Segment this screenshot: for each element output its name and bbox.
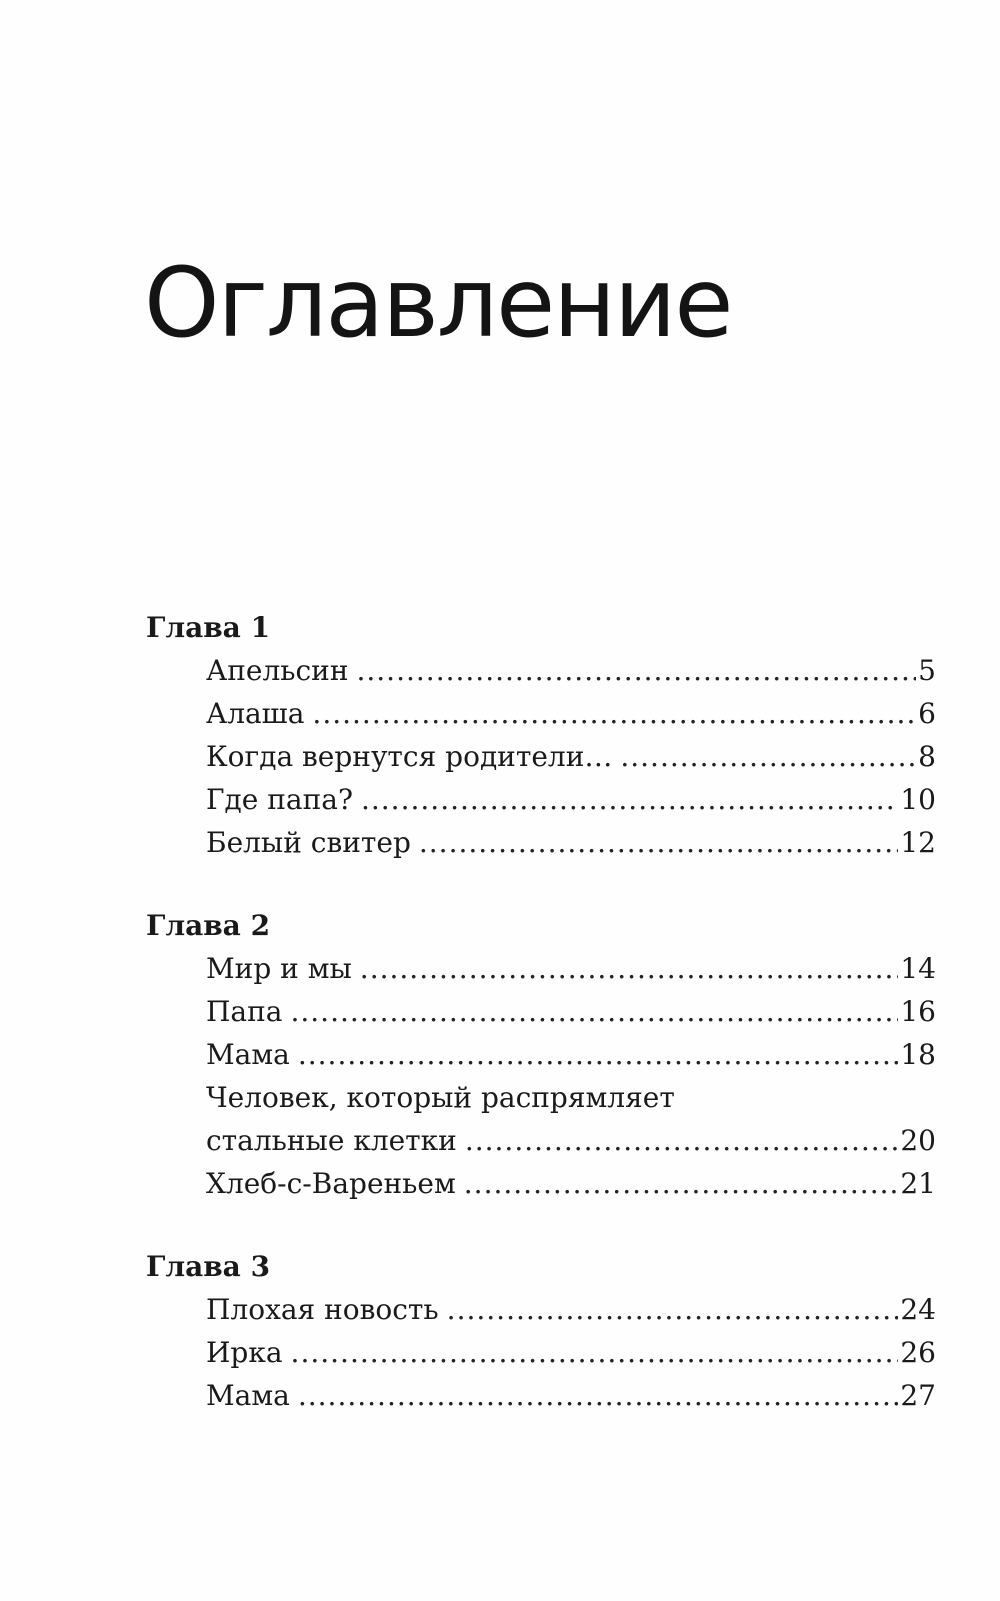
chapter-entries	[146, 1288, 936, 1417]
toc-entry-title: Где папа?	[206, 783, 353, 816]
toc-entry-title: Человек, который распрямляет	[206, 1081, 675, 1114]
chapter-3	[146, 1245, 936, 1417]
toc-entry-page: 20	[900, 1124, 936, 1157]
toc-entry[interactable]	[206, 1331, 936, 1374]
toc-entry-page: 6	[918, 697, 936, 730]
toc-entry[interactable]	[206, 778, 936, 821]
toc-entry[interactable]	[206, 1162, 936, 1205]
dot-leader	[465, 1119, 899, 1162]
toc-entry-page: 18	[900, 1038, 936, 1071]
dot-leader	[360, 947, 899, 990]
toc-entry[interactable]	[206, 1033, 936, 1076]
toc-entry-title: стальные клетки	[206, 1124, 457, 1157]
toc-entry-title: Апельсин	[206, 654, 349, 687]
chapter-title: Глава 2	[146, 909, 271, 942]
chapter-1	[146, 606, 936, 864]
toc-entry[interactable]	[206, 990, 936, 1033]
table-of-contents	[146, 606, 936, 1457]
toc-entry-title: Хлеб-с-Вареньем	[206, 1167, 456, 1200]
toc-entry[interactable]	[206, 692, 936, 735]
toc-entry-page: 26	[900, 1336, 936, 1369]
toc-entry[interactable]	[206, 1288, 936, 1331]
page-title: Оглавление	[144, 247, 732, 359]
chapter-2	[146, 904, 936, 1205]
toc-entry-page: 16	[900, 995, 936, 1028]
toc-entry-title: Мама	[206, 1379, 290, 1412]
toc-entry-page: 21	[900, 1167, 936, 1200]
toc-entry-page: 14	[900, 952, 936, 985]
toc-entry-title: Ирка	[206, 1336, 283, 1369]
toc-entry[interactable]	[206, 1374, 936, 1417]
toc-entry-title: Алаша	[206, 697, 305, 730]
dot-leader	[620, 735, 916, 778]
toc-entry-page: 8	[918, 740, 936, 773]
dot-leader	[312, 692, 916, 735]
toc-entry-title: Мама	[206, 1038, 290, 1071]
chapter-entries	[146, 649, 936, 864]
toc-entry-page: 12	[900, 826, 936, 859]
toc-entry-title: Когда вернутся родители…	[206, 740, 613, 773]
toc-entry[interactable]	[206, 1119, 936, 1162]
dot-leader	[464, 1162, 899, 1205]
dot-leader	[361, 778, 898, 821]
toc-entry-title: Плохая новость	[206, 1293, 439, 1326]
toc-entry[interactable]	[206, 947, 936, 990]
toc-entry-page: 27	[900, 1379, 936, 1412]
chapter-title: Глава 3	[146, 1250, 271, 1283]
dot-leader	[290, 990, 898, 1033]
dot-leader	[298, 1033, 899, 1076]
chapter-title: Глава 1	[146, 611, 271, 644]
toc-entry-page: 5	[918, 654, 936, 687]
chapter-entries	[146, 947, 936, 1205]
dot-leader	[356, 649, 916, 692]
toc-entry-title: Папа	[206, 995, 283, 1028]
toc-entry[interactable]	[206, 649, 936, 692]
dot-leader	[447, 1288, 899, 1331]
toc-entry[interactable]	[206, 735, 936, 778]
toc-entry-page: 10	[900, 783, 936, 816]
dot-leader	[291, 1331, 899, 1374]
dot-leader	[419, 821, 898, 864]
toc-entry-page: 24	[900, 1293, 936, 1326]
toc-entry-title: Мир и мы	[206, 952, 352, 985]
toc-entry[interactable]	[206, 821, 936, 864]
toc-entry-title: Белый свитер	[206, 826, 411, 859]
dot-leader	[298, 1374, 899, 1417]
toc-entry-title-line[interactable]	[206, 1076, 936, 1119]
